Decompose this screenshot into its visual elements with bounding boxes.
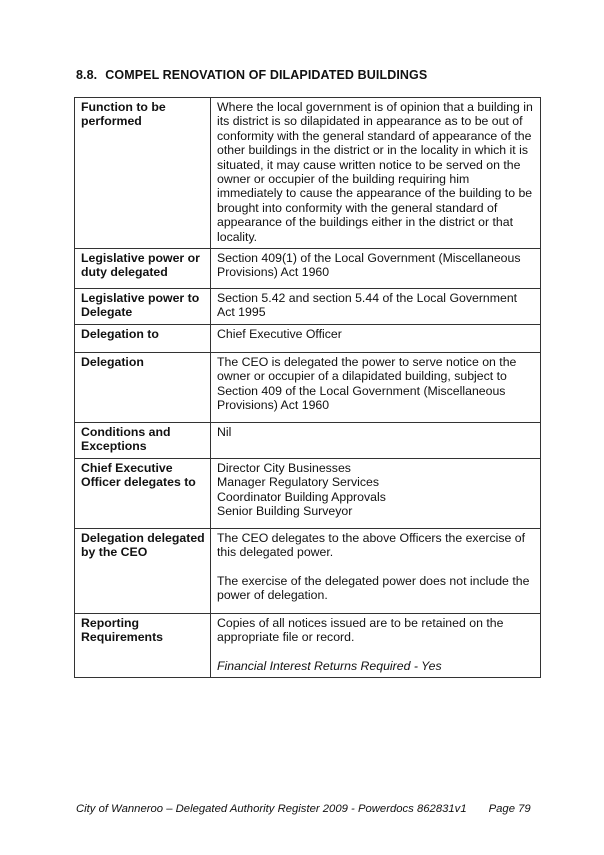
section-number: 8.8. (76, 68, 98, 82)
row-value (211, 528, 541, 613)
row-label: Function to be performed (75, 98, 211, 249)
row-value: Where the local government is of opinion that a building in its district is so dilapidated in appearance as to be out of conformity with the general standard of appearance of the other buildings in the district or in the locality in which it is situated, it may cause written notice to be served on the owner or occupier of the building requiring him immediately to cause the appearance of the building to be brought into conformity with the general standard of appearance of the buildings either in the district or that locality. (211, 98, 541, 249)
table-row-power-to-delegate (75, 289, 541, 325)
table-row-reporting (75, 613, 541, 677)
page-number: Page 79 (488, 803, 531, 815)
row-value: Section 409(1) of the Local Government (Miscellaneous Provisions) Act 1960 (211, 249, 541, 289)
table-row-conditions (75, 422, 541, 458)
footer-text: City of Wanneroo – Delegated Authority Register 2009 - Powerdocs 862831v1 (76, 803, 467, 815)
row-label: Delegation to (75, 324, 211, 352)
section-heading (76, 68, 427, 82)
row-value (211, 613, 541, 677)
row-value (211, 458, 541, 528)
row-value: Section 5.42 and section 5.44 of the Local Government Act 1995 (211, 289, 541, 325)
row-value: Chief Executive Officer (211, 324, 541, 352)
table-row-delegated-by-ceo (75, 528, 541, 613)
paragraph-spacer (217, 645, 535, 659)
row-paragraph: The CEO delegates to the above Officers the exercise of this delegated power. (217, 530, 526, 560)
table-row-legislative-power (75, 249, 541, 289)
delegate-item: Senior Building Surveyor (217, 503, 353, 518)
delegate-item: Coordinator Building Approvals (217, 489, 386, 504)
table-row-function (75, 98, 541, 249)
section-title: COMPEL RENOVATION OF DILAPIDATED BUILDINGS (105, 68, 428, 82)
delegate-item: Director City Businesses (217, 460, 351, 475)
row-label: Delegation (75, 352, 211, 422)
row-label: Legislative power or duty delegated (75, 249, 211, 289)
table-row-delegation-to (75, 324, 541, 352)
row-label: Chief Executive Officer delegates to (75, 458, 211, 528)
row-paragraph: Financial Interest Returns Required - Yes (217, 658, 442, 673)
page-footer (76, 803, 531, 815)
row-value: Nil (211, 422, 541, 458)
delegate-item: Manager Regulatory Services (217, 475, 379, 490)
row-label: Delegation delegated by the CEO (75, 528, 211, 613)
row-paragraph: The exercise of the delegated power does not include the power of delegation. (217, 573, 530, 602)
row-label: Legislative power to Delegate (75, 289, 211, 325)
row-value: The CEO is delegated the power to serve notice on the owner or occupier of a dilapidated building, subject to Section 409 of the Local Government (Miscellaneous Provisions) Act 1960 (211, 352, 541, 422)
row-label: Reporting Requirements (75, 613, 211, 677)
row-paragraph: Copies of all notices issued are to be retained on the appropriate file or record. (217, 615, 504, 645)
table-row-ceo-delegates (75, 458, 541, 528)
table-row-delegation (75, 352, 541, 422)
delegation-table (74, 97, 541, 678)
paragraph-spacer (217, 560, 535, 574)
row-label: Conditions and Exceptions (75, 422, 211, 458)
